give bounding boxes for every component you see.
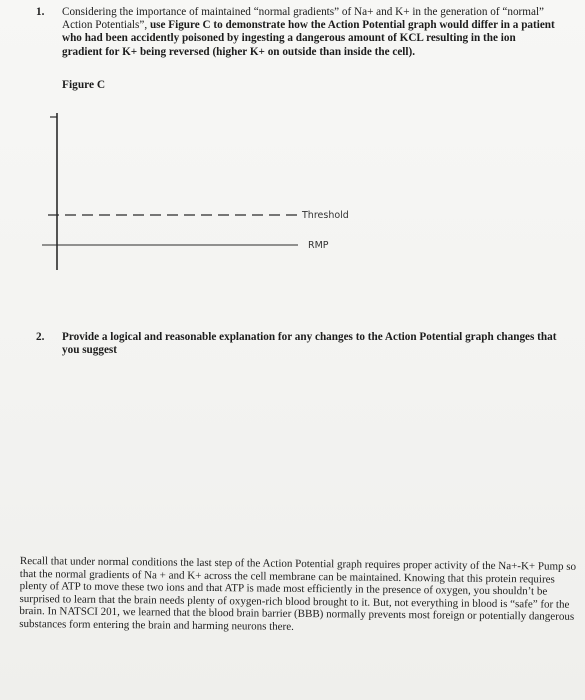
question-1-text [62,6,556,59]
figure-c-graph [40,105,380,275]
rmp-label: RMP [308,240,329,251]
question-1 [36,6,556,59]
question-1-text-plain: Considering the importance of maintained “normal gradients” of Na+ and K+ in the generation of “normal” Action Potentials”, [62,6,545,32]
recall-paragraph: Recall that under normal conditions the last step of the Action Potential graph requires proper activity of the Na+-K+ Pump so that the normal gradients of Na + and K+ across the cell membrane can be maintained. Knowing that this protein requires plenty of ATP to move these two ions and that ATP is made most efficiently in the presence of oxygen, you shouldn’t be surprised to learn that the brain needs plenty of oxygen-rich blood brought to it. But, not everything in blood is “safe” for the brain. In NATSCI 201, we learned that the blood brain barrier (BBB) normally prevents most foreign or potentially dangerous substances form entering the brain and harming neurons there. [19,555,577,633]
question-2-number: 2. [36,331,45,343]
question-1-text-bold: use Figure C to demonstrate how the Action Potential graph would differ in a patient who had been accidently poisoned by ingesting a dangerous amount of KCL resulting in the ion gradient for K+ being reversed (higher K+ on outside than inside the cell). [62,19,555,58]
threshold-label: Threshold [302,210,349,221]
figure-label: Figure C [62,79,106,91]
question-2 [36,331,576,358]
question-2-text: Provide a logical and reasonable explanation for any changes to the Action Potential graph changes that you suggest [62,331,557,357]
question-1-number: 1. [36,6,45,18]
